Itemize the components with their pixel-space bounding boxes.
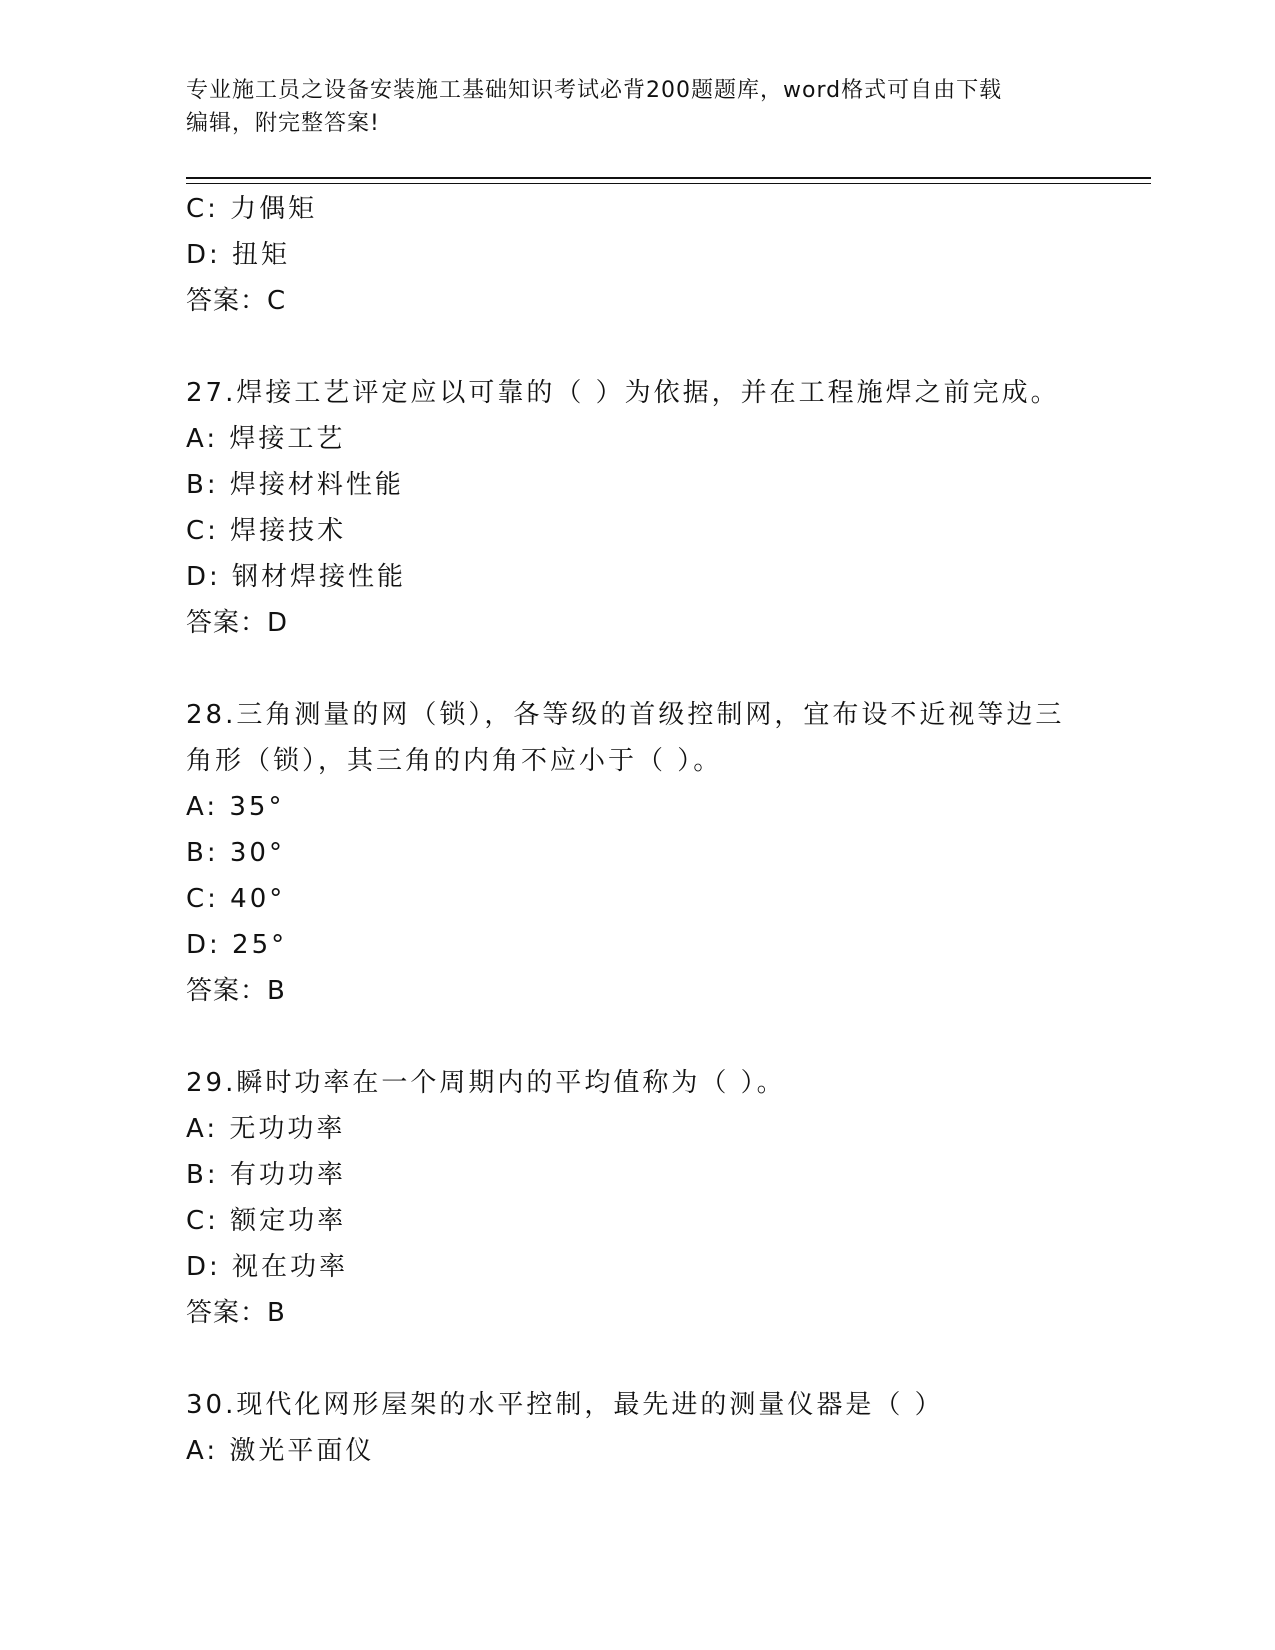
question-text: 29.瞬时功率在一个周期内的平均值称为（ ）。 — [186, 1068, 786, 1098]
option-a: A: 无功功率 — [186, 1114, 346, 1144]
question-text-line-1: 28.三角测量的网（锁），各等级的首级控制网，宜布设不近视等边三 — [186, 700, 1065, 730]
option-c: C: 40° — [186, 884, 286, 914]
header-rule-thick — [186, 177, 1151, 179]
option-d: D: 25° — [186, 930, 288, 960]
header-line-2: 编辑，附完整答案! — [186, 111, 380, 136]
option-c: C: 焊接技术 — [186, 516, 347, 546]
option-a: A: 激光平面仪 — [186, 1436, 375, 1466]
option-b: B: 有功功率 — [186, 1160, 346, 1190]
question-block-30 — [186, 1382, 1086, 1474]
answer-line: 答案：D — [186, 608, 289, 638]
question-block-29 — [186, 1060, 1086, 1336]
header-line-1: 专业施工员之设备安装施工基础知识考试必背200题题库，word格式可自由下载 — [186, 78, 1003, 103]
question-block-prev — [186, 186, 1086, 324]
option-b: B: 30° — [186, 838, 285, 868]
option-a: A: 35° — [186, 792, 285, 822]
option-d: D: 视在功率 — [186, 1252, 349, 1282]
option-c: C: 力偶矩 — [186, 194, 318, 224]
question-block-28 — [186, 692, 1086, 1014]
option-a: A: 焊接工艺 — [186, 424, 346, 454]
spacer — [186, 1336, 1086, 1382]
answer-line: 答案：C — [186, 286, 287, 316]
option-d: D: 扭矩 — [186, 240, 291, 270]
question-content — [186, 186, 1086, 1474]
option-c: C: 额定功率 — [186, 1206, 347, 1236]
spacer — [186, 324, 1086, 370]
header-rule-thin — [186, 183, 1151, 184]
question-text-line-2: 角形（锁），其三角的内角不应小于（ ）。 — [186, 746, 723, 776]
question-text: 27.焊接工艺评定应以可靠的（ ）为依据，并在工程施焊之前完成。 — [186, 378, 1060, 408]
question-block-27 — [186, 370, 1086, 646]
option-b: B: 焊接材料性能 — [186, 470, 404, 500]
answer-line: 答案：B — [186, 976, 286, 1006]
document-header — [186, 74, 1066, 140]
spacer — [186, 646, 1086, 692]
question-text: 30.现代化网形屋架的水平控制，最先进的测量仪器是（ ） — [186, 1390, 944, 1420]
answer-line: 答案：B — [186, 1298, 286, 1328]
spacer — [186, 1014, 1086, 1060]
option-d: D: 钢材焊接性能 — [186, 562, 407, 592]
